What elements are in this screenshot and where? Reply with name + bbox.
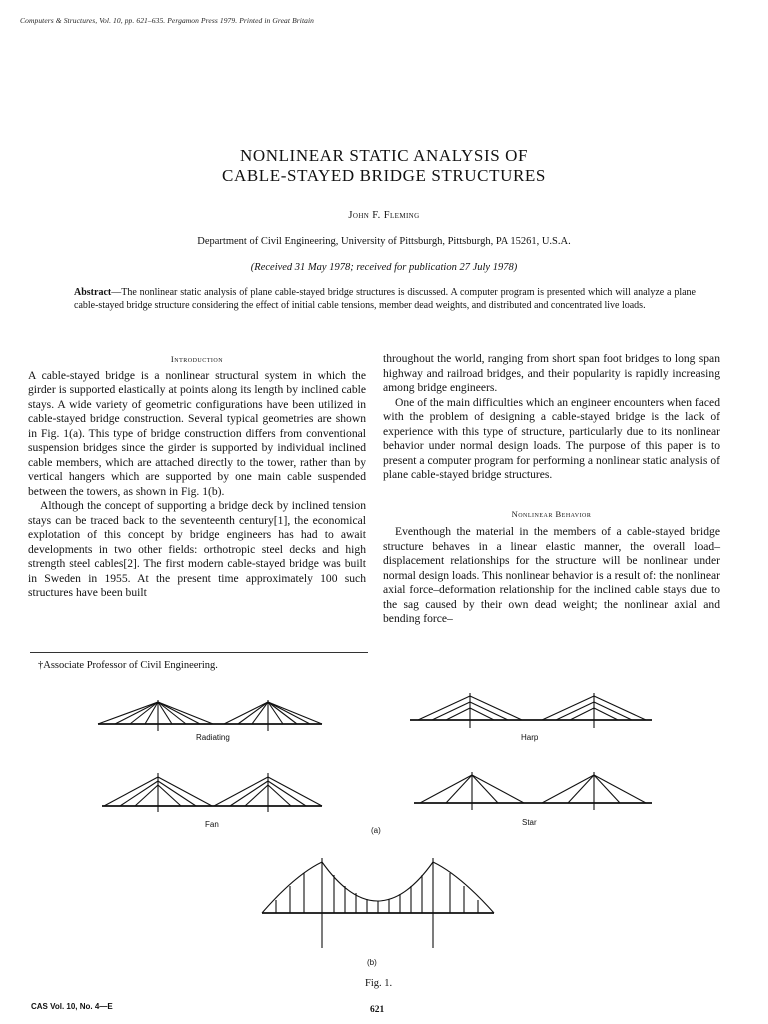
label-radiating: Radiating <box>196 733 230 742</box>
label-b: (b) <box>367 958 377 967</box>
bridge-harp-diagram <box>410 693 652 728</box>
bridge-star-diagram <box>414 772 652 810</box>
nonlinear-paragraph: Eventhough the material in the members of a cable-stayed bridge structure behaves in a linear elastic manner, the overall load–displacement relationships for the structure will be nonlinear under normal design loads. This nonlinear behavior is a result of: the nonlinear axial force–deformation relationship for the inclined cable stays due to the sag caused by their own dead weight; the nonlinear axial and bending force– <box>383 525 720 625</box>
affiliation: Department of Civil Engineering, University of Pittsburgh, Pittsburgh, PA 15261, U.S.A. <box>197 236 571 247</box>
label-star: Star <box>522 818 537 827</box>
title-line-2: CABLE-STAYED BRIDGE STRUCTURES <box>222 166 546 185</box>
label-harp: Harp <box>521 733 539 742</box>
author: John F. Fleming <box>348 210 420 221</box>
title-line-1: NONLINEAR STATIC ANALYSIS OF <box>239 146 529 165</box>
received-dates: (Received 31 May 1978; received for publication 27 July 1978) <box>250 262 518 273</box>
right-paragraph-2: One of the main difficulties which an engineer encounters when faced with the problem of designing a cable-stayed bridge is the lack of experience with this type of structure, particularly due to its nonlinear behavior under normal design loads. The purpose of this paper is to present a computer program for performing a nonlinear static analysis of plane cable-stayed bridge structures. <box>383 395 720 481</box>
journal-header: Computers & Structures, Vol. 10, pp. 621–635. Pergamon Press 1979. Printed in Great Britain <box>20 16 315 25</box>
figure-caption: Fig. 1. <box>365 978 393 989</box>
footer-journal-ref: CAS Vol. 10, No. 4—E <box>31 1002 113 1011</box>
label-fan: Fan <box>205 820 219 829</box>
bridge-radiating-diagram <box>98 700 322 731</box>
abstract-label: Abstract <box>74 287 112 298</box>
page-number: 621 <box>370 1005 385 1015</box>
section-heading-introduction: Introduction <box>170 354 224 364</box>
right-paragraph-1: throughout the world, ranging from short span foot bridges to long span highway and railroad bridges, and their popularity is rapidly increasing among bridge engineers. <box>383 352 720 394</box>
section-heading-nonlinear-behavior: Nonlinear Behavior <box>511 508 592 519</box>
intro-paragraph-1: A cable-stayed bridge is a nonlinear structural system in which the girder is supported elastically at points along its length by inclined cable stays. A wide variety of geometric configurations have been utilized in cable-stayed bridge construction. Several typical geometries are shown in Fig. 1(a). This type of bridge construction differs from conventional suspension bridges since the girder is supported by individual inclined cable members, which are attached directly to the tower, rather than by vertical hangers which are supported by one main cable suspended between the towers, as shown in Fig. 1(b). <box>28 368 366 498</box>
bridge-fan-diagram <box>102 773 322 812</box>
suspension-bridge-diagram <box>262 858 494 948</box>
intro-paragraph-2: Although the concept of supporting a bridge deck by inclined tension stays can be traced back to the seventeenth century[1], the economical explotation of this concept by bridge engineers has had to await developments in two other fields: orthotropic steel decks and high strength steel cables[2]. The first modern cable-stayed bridge was built in Sweden in 1955. At the present time approximately 100 such structures have been built <box>28 499 366 599</box>
footnote: †Associate Professor of Civil Engineering. <box>38 660 218 671</box>
label-a: (a) <box>371 826 381 835</box>
abstract-text: —The nonlinear static analysis of plane cable-stayed bridge structures is discussed. A computer program is presented which will analyze a plane cable-stayed bridge structure considering the effect of initial cable tensions, member dead weights, and distributed and concentrated live loads. <box>74 287 696 311</box>
